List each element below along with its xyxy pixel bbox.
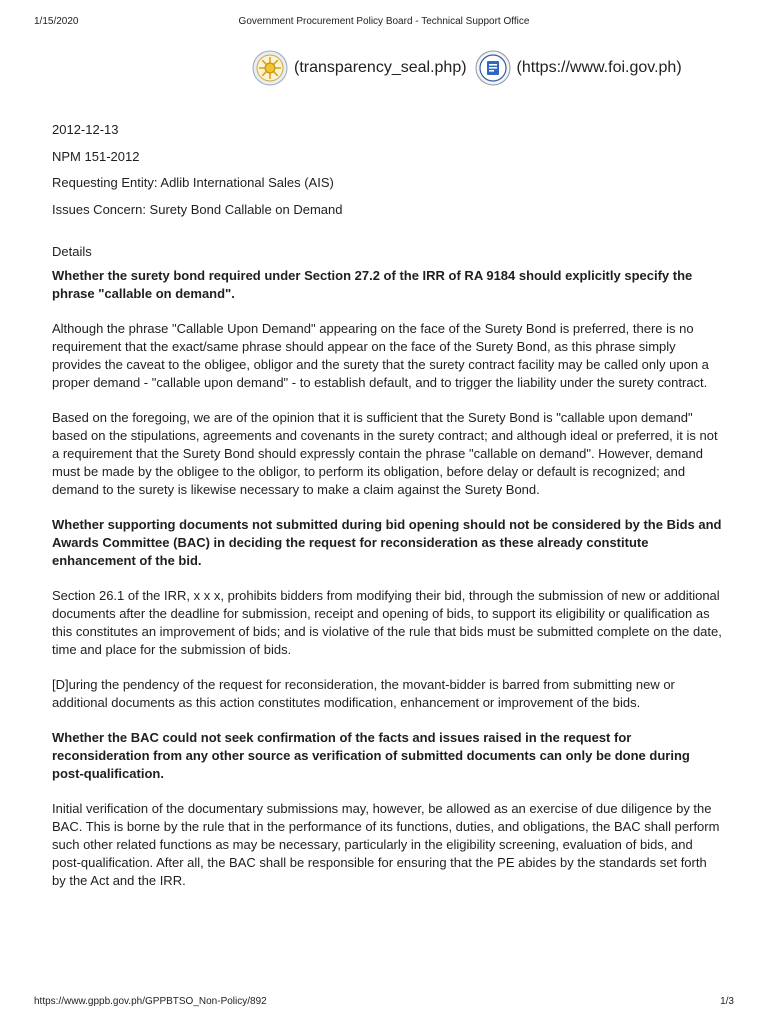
answer-paragraph: Section 26.1 of the IRR, x x x, prohibits bidders from modifying their bid, through the submission of new or additional documents after the deadline for submission, receipt and opening of bids, to support its eligibility or qualification as this constitutes an improvement of bids; and is violative of the rule that bids must be submitted complete on the date, time and place for the submission of bids. — [52, 588, 722, 657]
print-date: 1/15/2020 — [34, 16, 79, 27]
transparency-seal-icon[interactable] — [252, 50, 288, 86]
issues-concern: Issues Concern: Surety Bond Callable on Demand — [52, 201, 343, 217]
question-heading: Whether the BAC could not seek confirmation of the facts and issues raised in the request for reconsideration from any other source as verification of submitted documents can only be done during post-qualification. — [52, 730, 690, 781]
answer-paragraph: Initial verification of the documentary submissions may, however, be allowed as an exercise of due diligence by the BAC. This is borne by the rule that in the performance of its functions, duties, and obligations, the BAC shall perform such other related functions as may be necessary, particularly in the eligibility screening, evaluation of bids, and post-qualification. After all, the BAC shall be responsible for ensuring that the PE abides by the standards set forth by the Act and the IRR. — [52, 801, 720, 888]
transparency-seal-link[interactable]: (transparency_seal.php) — [294, 59, 467, 76]
page-number: 1/3 — [720, 996, 734, 1007]
foi-link[interactable]: (https://www.foi.gov.ph) — [516, 59, 682, 76]
answer-paragraph: Although the phrase "Callable Upon Demand" appearing on the face of the Surety Bond is preferred, there is no requirement that the exact/same phrase should appear on the face of the Surety Bond, as this phrase simply provides the caveat to the obligee, obligor and the surety that the surety contract facility may be called only upon a proper demand - "callable upon demand" - to establish default, and to trigger the liability under the surety contract. — [52, 321, 709, 390]
page-url[interactable]: https://www.gppb.gov.ph/GPPBTSO_Non-Policy/892 — [34, 996, 267, 1007]
details-heading: Details — [52, 244, 92, 259]
requesting-entity: Requesting Entity: Adlib International Sales (AIS) — [52, 175, 334, 190]
answer-paragraph: Based on the foregoing, we are of the opinion that it is sufficient that the Surety Bond is "callable upon demand" based on the stipulations, agreements and covenants in the surety contract; and although ideal or preferred, it is not a requirement that the Surety Bond should expressly contain the phrase "callable on demand". However, demand must be made by the obligee to the obligor, to perform its obligation, before delay or default is recognized; and demand to the surety is likewise necessary to make a claim against the Surety Bond. — [52, 410, 718, 497]
document-body — [52, 121, 722, 907]
question-heading: Whether the surety bond required under Section 27.2 of the IRR of RA 9184 should explicitly specify the phrase "callable on demand". — [52, 268, 693, 301]
npm-number: NPM 151-2012 — [52, 148, 140, 164]
question-heading: Whether supporting documents not submitted during bid opening should not be considered by the Bids and Awards Committee (BAC) in deciding the request for reconsideration as these already constitute enhancement of the bid. — [52, 517, 722, 568]
seal-bar — [252, 48, 684, 88]
foi-seal-icon[interactable] — [475, 50, 511, 86]
print-title: Government Procurement Policy Board - Technical Support Office — [238, 16, 530, 27]
print-header — [34, 16, 734, 30]
answer-paragraph: [D]uring the pendency of the request for reconsideration, the movant-bidder is barred from submitting new or additional documents as this action constitutes modification, enhancement or improvement of the bids. — [52, 677, 675, 710]
document-date: 2012-12-13 — [52, 122, 119, 137]
